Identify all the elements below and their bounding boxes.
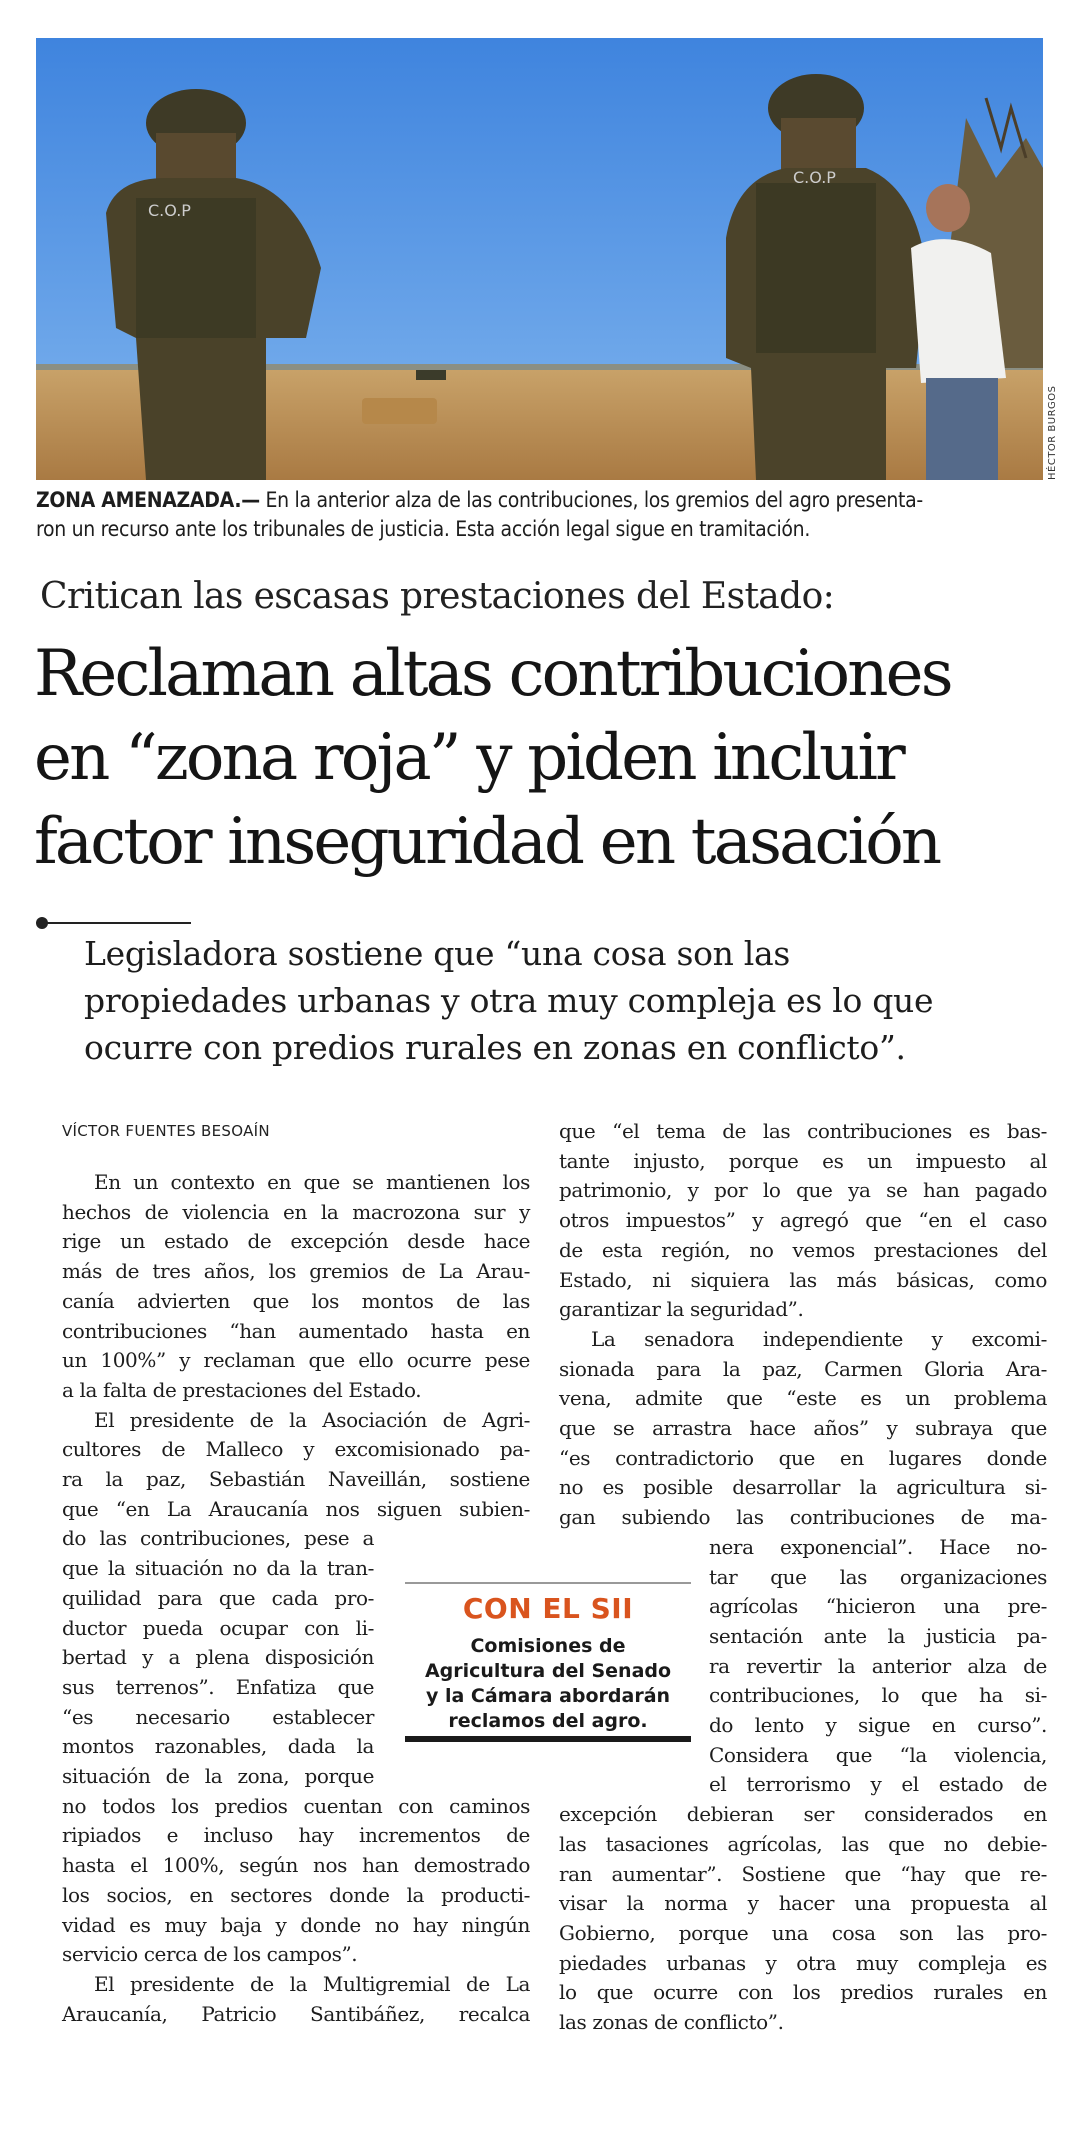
text-line: visar la norma y hacer una propuesta al [559, 1891, 1047, 1916]
text-line: contribuciones “han aumentado hasta en [62, 1318, 530, 1343]
text-line: contribuciones, lo que ha si- [709, 1683, 1047, 1708]
text-line: ra la paz, Sebastián Naveillán, sostiene [62, 1467, 530, 1492]
sidebox-bottom-rule [405, 1736, 691, 1742]
text-line: hechos de violencia en la macrozona sur y [62, 1199, 530, 1224]
text-line: sionada para la paz, Carmen Gloria Ara- [559, 1356, 1047, 1381]
text-line: tar que las organizaciones [709, 1564, 1047, 1589]
sidebox-line: Comisiones de [470, 1635, 626, 1657]
text-line: agrícolas “hicieron una pre- [709, 1594, 1047, 1619]
sidebox-line: reclamos del agro. [448, 1710, 648, 1732]
deck-line: ocurre con predios rurales en zonas en conflicto”. [84, 1028, 906, 1067]
text-line: canía advierten que los montos de las [62, 1288, 530, 1313]
text-line: excepción debieran ser considerados en [559, 1802, 1047, 1827]
text-line: Araucanía, Patricio Santibáñez, recalca [62, 2001, 530, 2026]
text-line: hasta el 100%, según nos han demostrado [62, 1853, 530, 1878]
text-line: no todos los predios cuentan con caminos [62, 1793, 530, 1818]
sidebox-top-rule [405, 1582, 691, 1584]
text-line: sentación ante la justicia pa- [709, 1623, 1047, 1648]
text-line: “es necesario establecer [62, 1704, 374, 1729]
rule-line [46, 922, 191, 924]
text-line: rige un estado de excepción desde hace [62, 1229, 530, 1254]
headline-line: en “zona roja” y piden incluir [34, 721, 903, 795]
caption-lead: ZONA AMENAZADA.— [36, 488, 260, 512]
text-line: vidad es muy baja y donde no hay ningún [62, 1912, 530, 1937]
text-line: un 100%” y reclaman que ello ocurre pese [62, 1348, 530, 1373]
text-line: gan subiendo las contribuciones de ma- [559, 1505, 1047, 1530]
text-line: vena, admite que “este es un problema [559, 1386, 1047, 1411]
text-line: Gobierno, porque una cosa son las pro- [559, 1920, 1047, 1945]
vest-label-right: C.O.P [793, 168, 836, 187]
text-line: el terrorismo y el estado de [709, 1772, 1047, 1797]
text-line: En un contexto en que se mantienen los [94, 1170, 530, 1194]
vest-label-left: C.O.P [148, 201, 191, 220]
photo-credit: HÉCTOR BURGOS [1047, 385, 1058, 480]
text-line: que se arrastra hace años” y subraya que [559, 1416, 1047, 1441]
deck-line: propiedades urbanas y otra muy compleja es lo que [84, 981, 934, 1020]
text-line: sus terrenos”. Enfatiza que [62, 1674, 374, 1699]
text-line: los socios, en sectores donde la producti- [62, 1882, 530, 1907]
text-line: de esta región, no vemos prestaciones del [559, 1237, 1047, 1262]
text-line: cultores de Malleco y excomisionado pa- [62, 1437, 530, 1462]
text-line: “es contradictorio que en lugares donde [559, 1445, 1047, 1470]
sidebox-line: Agricultura del Senado [424, 1660, 672, 1682]
text-line: patrimonio, y por lo que ya se han pagado [559, 1178, 1047, 1203]
caption-line2: ron un recurso ante los tribunales de justicia. Esta acción legal sigue en tramitación. [36, 517, 811, 541]
text-line: El presidente de la Asociación de Agri- [94, 1407, 530, 1432]
text-line: lo que ocurre con los predios rurales en [559, 1980, 1047, 2005]
text-line: quilidad para que cada pro- [62, 1585, 374, 1610]
text-line: servicio cerca de los campos”. [62, 1942, 358, 1967]
text-line: ductor pueda ocupar con li- [62, 1615, 374, 1640]
text-line: do las contribuciones, pese a [62, 1526, 374, 1551]
text-line: que “en La Araucanía nos siguen subien- [62, 1496, 530, 1521]
photo-caption [36, 486, 1043, 544]
text-line: no es posible desarrollar la agricultura si- [559, 1475, 1047, 1500]
text-line: ran aumentar”. Sostiene que “hay que re- [559, 1861, 1047, 1886]
headline [34, 632, 1044, 884]
headline-line: factor inseguridad en tasación [34, 805, 940, 879]
text-line: otros impuestos” y agregó que “en el caso [559, 1208, 1047, 1233]
deck [84, 930, 1044, 1071]
byline: VÍCTOR FUENTES BESOAÍN [62, 1122, 270, 1140]
body-column-2 [559, 1117, 1047, 2038]
deck-line: Legisladora sostiene que “una cosa son las [84, 934, 791, 973]
text-line: más de tres años, los gremios de La Arau- [62, 1259, 530, 1284]
text-line: que “el tema de las contribuciones es bas- [559, 1119, 1047, 1143]
text-line: ra revertir la anterior alza de [709, 1653, 1047, 1678]
caption-line1: En la anterior alza de las contribuciones, los gremios del agro presenta- [259, 488, 923, 512]
text-line: nera exponencial”. Hace no- [709, 1534, 1047, 1559]
photo-soldiers-field [36, 38, 1043, 480]
text-line: situación de la zona, porque [62, 1764, 374, 1789]
text-line: piedades urbanas y otra muy compleja es [559, 1950, 1047, 1975]
kicker: Critican las escasas prestaciones del Estado: [40, 576, 835, 617]
text-line: El presidente de la Multigremial de La [94, 1971, 530, 1996]
text-line: Estado, ni siquiera las más básicas, como [559, 1267, 1047, 1292]
text-line: las zonas de conflicto”. [559, 2010, 784, 2035]
text-line: montos razonables, dada la [62, 1734, 374, 1759]
text-line: ripiados e incluso hay incrementos de [62, 1823, 530, 1848]
sidebox-body [405, 1634, 691, 1734]
headline-line: Reclaman altas contribuciones [34, 637, 951, 711]
sidebox-title: CON EL SII [462, 1592, 634, 1625]
text-line: garantizar la seguridad”. [559, 1297, 804, 1322]
sidebox-line: y la Cámara abordarán [425, 1685, 671, 1707]
text-line: las tasaciones agrícolas, las que no debie- [559, 1831, 1047, 1856]
text-line: bertad y a plena disposición [62, 1645, 374, 1670]
article-photo [36, 38, 1043, 480]
text-line: a la falta de prestaciones del Estado. [62, 1377, 422, 1402]
sidebox [405, 1582, 691, 1742]
text-line: La senadora independiente y excomi- [591, 1326, 1047, 1351]
text-line: do lento y sigue en curso”. [709, 1713, 1047, 1738]
text-line: tante injusto, porque es un impuesto al [559, 1148, 1047, 1173]
text-line: que la situación no da la tran- [62, 1556, 374, 1581]
text-line: Considera que “la violencia, [709, 1742, 1047, 1767]
